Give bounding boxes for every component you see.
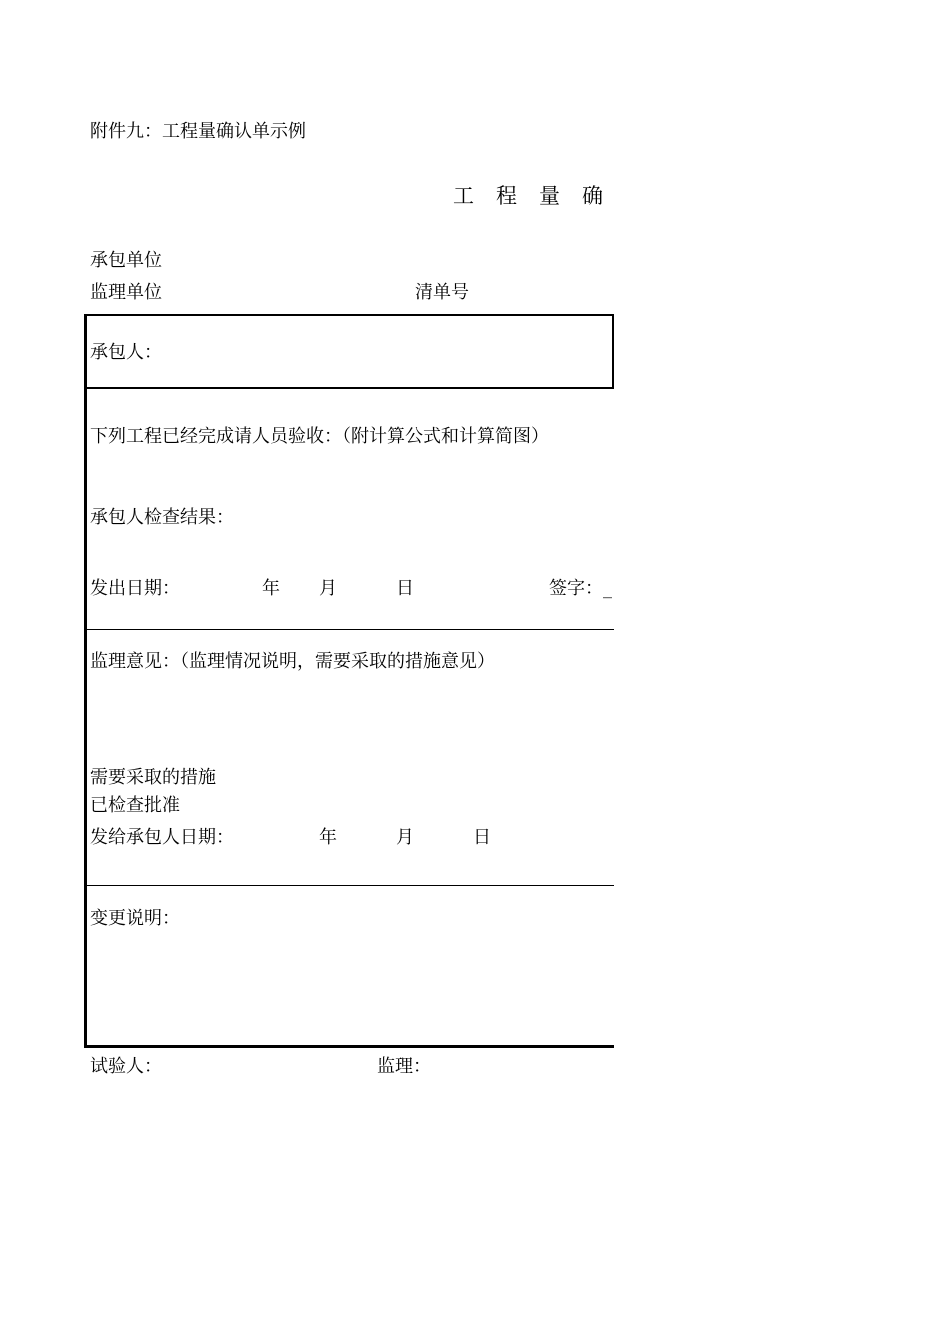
contractor-label: 承包人： xyxy=(90,342,162,363)
completion-request-text: 下列工程已经完成请人员验收：（附计算公式和计算简图） xyxy=(90,426,549,447)
send-date-day: 日 xyxy=(473,827,491,848)
check-result-label: 承包人检查结果： xyxy=(90,507,234,528)
issue-date-year: 年 xyxy=(262,578,280,599)
bill-no-label: 清单号 xyxy=(415,282,469,303)
signature-label: 签字：_ xyxy=(549,578,612,599)
send-date-label: 发给承包人日期： xyxy=(90,827,234,848)
issue-date-month: 月 xyxy=(319,578,337,599)
send-date-month: 月 xyxy=(396,827,414,848)
form-title: 工程量确 xyxy=(453,184,625,208)
completion-section-divider xyxy=(84,629,614,630)
approved-label: 已检查批准 xyxy=(90,795,180,816)
supervision-opinion-label: 监理意见：（监理情况说明，需要采取的措施意见） xyxy=(90,651,495,672)
change-description-label: 变更说明： xyxy=(90,908,180,929)
supervisor-signature-label: 监理： xyxy=(377,1056,431,1077)
form-top-border xyxy=(84,314,614,316)
issue-date-day: 日 xyxy=(396,578,414,599)
contractor-box-right-border xyxy=(612,314,614,389)
measures-label: 需要采取的措施 xyxy=(90,767,216,788)
issue-date-label: 发出日期： xyxy=(90,578,180,599)
send-date-year: 年 xyxy=(319,827,337,848)
contractor-box-bottom-border xyxy=(84,387,614,389)
form-bottom-border xyxy=(84,1045,614,1048)
supervision-section-divider xyxy=(84,885,614,886)
supervisor-unit-label: 监理单位 xyxy=(90,282,162,303)
contractor-unit-label: 承包单位 xyxy=(90,250,162,271)
attachment-title: 附件九：工程量确认单示例 xyxy=(90,121,306,142)
form-left-border xyxy=(84,314,87,1048)
tester-label: 试验人： xyxy=(90,1056,162,1077)
